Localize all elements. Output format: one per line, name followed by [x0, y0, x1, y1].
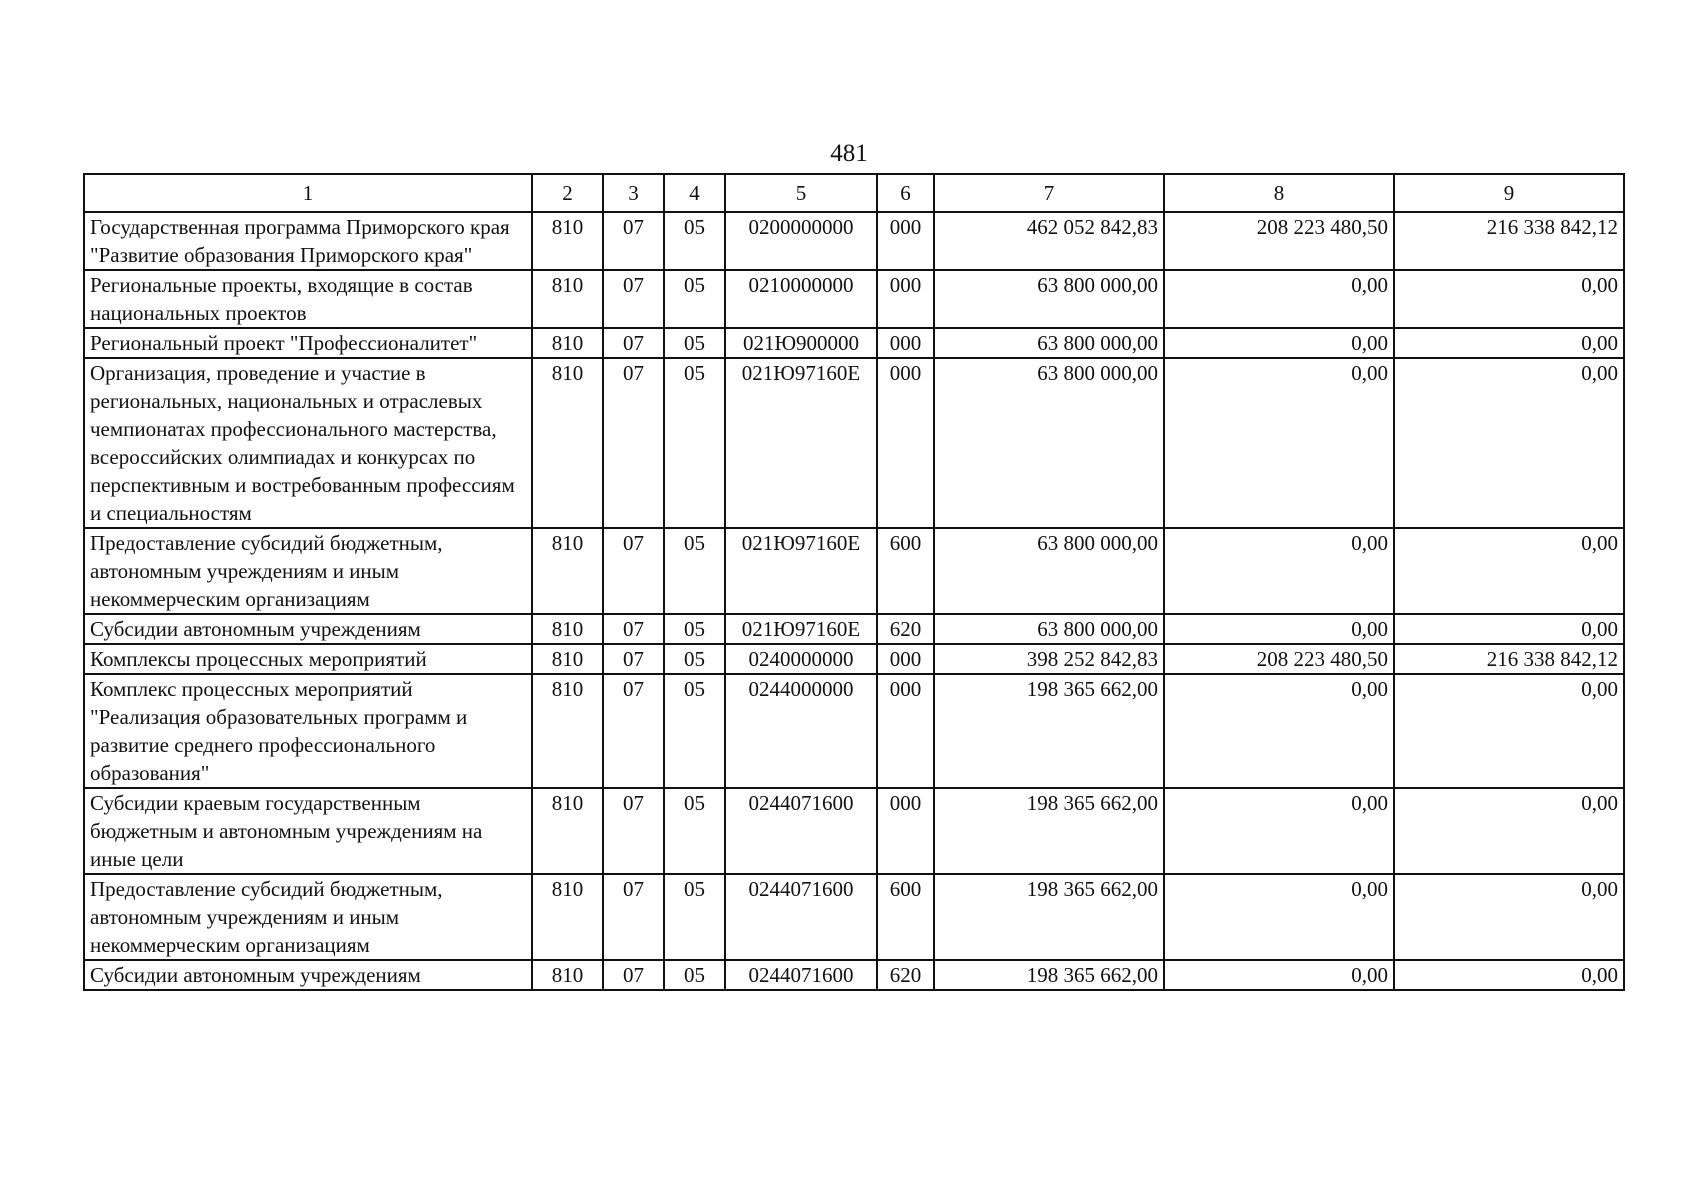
code-cell: 05: [664, 674, 725, 788]
code-cell: 000: [877, 788, 934, 874]
code-cell: 07: [603, 674, 664, 788]
code-cell: 0210000000: [725, 270, 877, 328]
code-cell: 0244071600: [725, 788, 877, 874]
code-cell: 05: [664, 270, 725, 328]
amount-cell: 63 800 000,00: [934, 358, 1164, 528]
code-cell: 021Ю900000: [725, 328, 877, 358]
code-cell: 07: [603, 270, 664, 328]
amount-cell: 63 800 000,00: [934, 270, 1164, 328]
code-cell: 05: [664, 358, 725, 528]
code-cell: 000: [877, 212, 934, 270]
column-header: 9: [1394, 174, 1624, 212]
code-cell: 07: [603, 788, 664, 874]
table-row: [84, 328, 1624, 358]
code-cell: 0240000000: [725, 644, 877, 674]
code-cell: 07: [603, 212, 664, 270]
amount-cell: 198 365 662,00: [934, 674, 1164, 788]
amount-cell: 63 800 000,00: [934, 614, 1164, 644]
code-cell: 810: [532, 528, 603, 614]
table-row: [84, 270, 1624, 328]
code-cell: 05: [664, 960, 725, 990]
column-header: 5: [725, 174, 877, 212]
table-row: [84, 874, 1624, 960]
amount-cell: 0,00: [1164, 674, 1394, 788]
column-header: 8: [1164, 174, 1394, 212]
amount-cell: 0,00: [1164, 960, 1394, 990]
code-cell: 0244071600: [725, 874, 877, 960]
code-cell: 07: [603, 960, 664, 990]
amount-cell: 0,00: [1394, 528, 1624, 614]
amount-cell: 0,00: [1164, 328, 1394, 358]
code-cell: 05: [664, 328, 725, 358]
code-cell: 810: [532, 328, 603, 358]
amount-cell: 398 252 842,83: [934, 644, 1164, 674]
amount-cell: 462 052 842,83: [934, 212, 1164, 270]
column-header: 1: [84, 174, 532, 212]
code-cell: 810: [532, 960, 603, 990]
code-cell: 07: [603, 874, 664, 960]
amount-cell: 0,00: [1164, 270, 1394, 328]
table-row: [84, 644, 1624, 674]
amount-cell: 198 365 662,00: [934, 874, 1164, 960]
code-cell: 810: [532, 788, 603, 874]
code-cell: 810: [532, 874, 603, 960]
code-cell: 810: [532, 674, 603, 788]
code-cell: 810: [532, 644, 603, 674]
code-cell: 021Ю97160Е: [725, 358, 877, 528]
code-cell: 620: [877, 960, 934, 990]
column-header: 2: [532, 174, 603, 212]
amount-cell: 63 800 000,00: [934, 328, 1164, 358]
code-cell: 620: [877, 614, 934, 644]
table-row: [84, 674, 1624, 788]
amount-cell: 0,00: [1394, 960, 1624, 990]
amount-cell: 0,00: [1394, 614, 1624, 644]
code-cell: 05: [664, 212, 725, 270]
code-cell: 810: [532, 270, 603, 328]
code-cell: 07: [603, 358, 664, 528]
row-name-cell: Субсидии автономным учреждениям: [84, 960, 532, 990]
amount-cell: 216 338 842,12: [1394, 644, 1624, 674]
code-cell: 600: [877, 874, 934, 960]
code-cell: 07: [603, 644, 664, 674]
amount-cell: 0,00: [1394, 358, 1624, 528]
amount-cell: 208 223 480,50: [1164, 644, 1394, 674]
code-cell: 05: [664, 788, 725, 874]
row-name-cell: Предоставление субсидий бюджетным, автономным учреждениям и иным некоммерческим организациям: [84, 528, 532, 614]
code-cell: 021Ю97160Е: [725, 528, 877, 614]
code-cell: 0200000000: [725, 212, 877, 270]
code-cell: 05: [664, 874, 725, 960]
code-cell: 05: [664, 528, 725, 614]
row-name-cell: Предоставление субсидий бюджетным, автономным учреждениям и иным некоммерческим организациям: [84, 874, 532, 960]
amount-cell: 0,00: [1394, 328, 1624, 358]
code-cell: 000: [877, 328, 934, 358]
code-cell: 000: [877, 270, 934, 328]
row-name-cell: Комплексы процессных мероприятий: [84, 644, 532, 674]
amount-cell: 0,00: [1394, 674, 1624, 788]
code-cell: 600: [877, 528, 934, 614]
column-header: 4: [664, 174, 725, 212]
page-number: 481: [830, 140, 868, 167]
amount-cell: 0,00: [1394, 270, 1624, 328]
row-name-cell: Государственная программа Приморского края "Развитие образования Приморского края": [84, 212, 532, 270]
budget-table: [83, 173, 1625, 991]
table-row: [84, 358, 1624, 528]
amount-cell: 198 365 662,00: [934, 960, 1164, 990]
column-header: 3: [603, 174, 664, 212]
code-cell: 07: [603, 328, 664, 358]
amount-cell: 0,00: [1164, 614, 1394, 644]
column-header: 6: [877, 174, 934, 212]
amount-cell: 216 338 842,12: [1394, 212, 1624, 270]
code-cell: 0244071600: [725, 960, 877, 990]
code-cell: 0244000000: [725, 674, 877, 788]
code-cell: 000: [877, 644, 934, 674]
table-row: [84, 960, 1624, 990]
row-name-cell: Организация, проведение и участие в региональных, национальных и отраслевых чемпионатах профессионального мастерства, всероссийских олимпиадах и конкурсах по перспективным и востребованным профессиям и специальностям: [84, 358, 532, 528]
amount-cell: 0,00: [1164, 788, 1394, 874]
code-cell: 07: [603, 528, 664, 614]
table-row: [84, 614, 1624, 644]
code-cell: 810: [532, 212, 603, 270]
code-cell: 05: [664, 614, 725, 644]
column-header: 7: [934, 174, 1164, 212]
code-cell: 07: [603, 614, 664, 644]
row-name-cell: Региональный проект "Профессионалитет": [84, 328, 532, 358]
amount-cell: 0,00: [1164, 358, 1394, 528]
code-cell: 810: [532, 614, 603, 644]
amount-cell: 63 800 000,00: [934, 528, 1164, 614]
code-cell: 05: [664, 644, 725, 674]
code-cell: 810: [532, 358, 603, 528]
amount-cell: 0,00: [1164, 874, 1394, 960]
table-row: [84, 528, 1624, 614]
row-name-cell: Комплекс процессных мероприятий "Реализация образовательных программ и развитие среднего профессионального образования": [84, 674, 532, 788]
table-row: [84, 788, 1624, 874]
amount-cell: 0,00: [1394, 874, 1624, 960]
amount-cell: 208 223 480,50: [1164, 212, 1394, 270]
table-row: [84, 212, 1624, 270]
header-row: [84, 174, 1624, 212]
row-name-cell: Субсидии автономным учреждениям: [84, 614, 532, 644]
code-cell: 021Ю97160Е: [725, 614, 877, 644]
code-cell: 000: [877, 358, 934, 528]
code-cell: 000: [877, 674, 934, 788]
amount-cell: 0,00: [1164, 528, 1394, 614]
row-name-cell: Субсидии краевым государственным бюджетным и автономным учреждениям на иные цели: [84, 788, 532, 874]
row-name-cell: Региональные проекты, входящие в состав национальных проектов: [84, 270, 532, 328]
amount-cell: 198 365 662,00: [934, 788, 1164, 874]
amount-cell: 0,00: [1394, 788, 1624, 874]
